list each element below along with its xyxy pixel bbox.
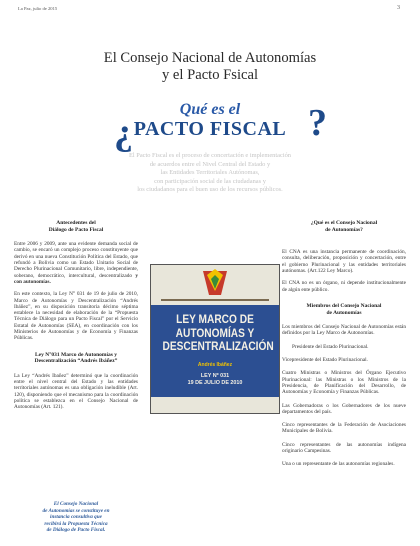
intro-line: con participación social de las ciudadanas y bbox=[154, 177, 266, 185]
book-title-line: LEY MARCO DE bbox=[176, 312, 254, 326]
page-title-line2: y el Pacto Fsical bbox=[161, 67, 259, 83]
heading-line: Antecedentes del bbox=[56, 220, 96, 226]
member-item: Vicepresidente del Estado Plurinacional. bbox=[282, 357, 368, 364]
paragraph: En este contexto, la Ley N° 031 de 19 de julio de 2010, Marco de Autonomías y Descentralización “Andrés Ibáñez”, en su disposición transitoria décimo séptima establece la necesidad de elaboración de la “Propuesta Técnica de Diálogo para un Pacto Fiscal” por el Servicio Estatal de Autonomías (SEA), en coordinación con los Ministerios de Autonomías y de Economía y Finanzas Públicas. bbox=[14, 291, 138, 342]
member-item: Cinco representantes de las autonomías indígena originario Campesinas. bbox=[282, 441, 406, 455]
member-item: Una o un representante de las autonomías regionales. bbox=[282, 461, 395, 468]
right-column bbox=[282, 220, 406, 475]
callout-note bbox=[14, 501, 138, 534]
paragraph bbox=[14, 241, 138, 285]
book-top-band bbox=[151, 265, 279, 305]
book-title-line: AUTONOMÍAS Y bbox=[175, 325, 255, 340]
paragraph: El CNA es una instancia permanente de coordinación, consulta, deliberación, proposición y concertación, entre el gobierno Plurinacional y las entidades territoriales autónomas. (Art.122 Ley Marco). bbox=[282, 249, 406, 275]
book-bottom-band bbox=[151, 397, 279, 413]
book-ley-info bbox=[151, 373, 279, 387]
section-heading-que-es-cna bbox=[282, 220, 406, 233]
callout-line: de Diálogo de Pacto Fiscal. bbox=[46, 527, 106, 534]
heading-line: Descentralización “Andrés Ibáñez” bbox=[34, 358, 118, 365]
callout-line: recibirá la Propuesta Técnica bbox=[44, 520, 108, 527]
heading-line: de Autonomías bbox=[326, 309, 362, 316]
section-heading-ley031 bbox=[14, 352, 138, 365]
callout-line: instancia consultiva que bbox=[50, 514, 102, 521]
intro-line: El Pacto Fiscal es el proceso de concertación e implementación bbox=[128, 152, 291, 159]
question-close-mark: ? bbox=[308, 102, 327, 144]
hero-pacto-fiscal: PACTO FISCAL bbox=[133, 118, 287, 140]
book-title-line: DESCENTRALIZACIÓN bbox=[162, 339, 274, 354]
section-heading-antecedentes bbox=[14, 220, 138, 233]
paragraph-bold: y con autonomías. bbox=[14, 272, 138, 285]
left-column bbox=[14, 220, 138, 417]
intro-text bbox=[110, 152, 310, 195]
page-title-line1: El Consejo Nacional de Autonomías bbox=[103, 50, 317, 66]
book-subtitle: Andrés Ibáñez bbox=[197, 362, 233, 368]
header-date: La Paz, julio de 2015 bbox=[18, 6, 58, 11]
member-item: Cuatro Ministras o Ministros del Órgano Ejecutivo Plurinacional: las Ministras o los Ministros de la Presidencia, de Planificación del Desarrollo, de Autonomías y Economía y Finanzas Públicas. bbox=[282, 370, 406, 396]
page-number: 3 bbox=[397, 5, 400, 11]
book-ley-line: LEY Nº 031 bbox=[200, 373, 230, 379]
member-item: Presidente del Estado Plurinacional. bbox=[292, 343, 369, 350]
heading-line: Ley N°031 Marco de Autonomías y bbox=[35, 351, 117, 358]
section-heading-miembros bbox=[282, 303, 406, 316]
heading-line: ¿Qué es el Consejo Nacional bbox=[310, 220, 378, 226]
book-logo-icon bbox=[151, 265, 279, 305]
intro-line: de acuerdos entre el Nivel Central del Estado y bbox=[149, 160, 271, 168]
intro-line: los ciudadanos para el buen uso de los recursos públicos. bbox=[137, 186, 283, 194]
heading-line: de Autonomías? bbox=[325, 226, 363, 233]
callout-line: El Consejo Nacional bbox=[53, 501, 99, 507]
intro-line: las Entidades Territoriales Autónomas, bbox=[160, 169, 260, 177]
paragraph: Los miembros del Consejo Nacional de Autonomías están definidos por la Ley Marco de Autonomías. bbox=[282, 324, 406, 337]
heading-line: Miembros del Consejo Nacional bbox=[306, 302, 382, 309]
hero-que-es-el: Qué es el bbox=[179, 101, 241, 118]
members-list bbox=[282, 324, 406, 467]
callout-line: de Autonomías se constituye en bbox=[42, 507, 110, 514]
paragraph: El CNA no es un órgano, ni depende institucionalmente de algún ente público. bbox=[282, 280, 406, 293]
book-title bbox=[162, 312, 274, 354]
member-item: Las Gobernadoras o los Gobernadores de los nueve departamentos del país. bbox=[282, 402, 406, 415]
question-open-mark: ¿ bbox=[114, 111, 133, 153]
heading-line: Diálogo de Pacto Fiscal bbox=[48, 226, 104, 233]
paragraph-text: Entre 2006 y 2009, ante una evidente demanda social de cambio, se encaró un complejo proceso constituyente que derivó en una nueva Constitución Política del Estado, que refundó a Bolivia como un Estado Unitario Social de Derecho Plurinacional Comunitario, libre, independiente, soberano, democrático, intercultural, descentralizado bbox=[14, 241, 138, 279]
paragraph: La Ley “Andrés Ibañez” determinó que la coordinación entre el nivel central del Estado y las entidades territoriales autónomas es una obligación ineludible (Art. 120), disponiendo que el mecanismo para la coordinación política se establezca en el Consejo Nacional de Autonomías (Art. 121). bbox=[14, 372, 138, 411]
book-ley-line: 19 DE JULIO DE 2010 bbox=[187, 380, 243, 386]
book-cover-image bbox=[150, 264, 280, 414]
member-item: Cinco representantes de la Federación de Asociaciones Municipales de Bolivia. bbox=[282, 422, 406, 435]
